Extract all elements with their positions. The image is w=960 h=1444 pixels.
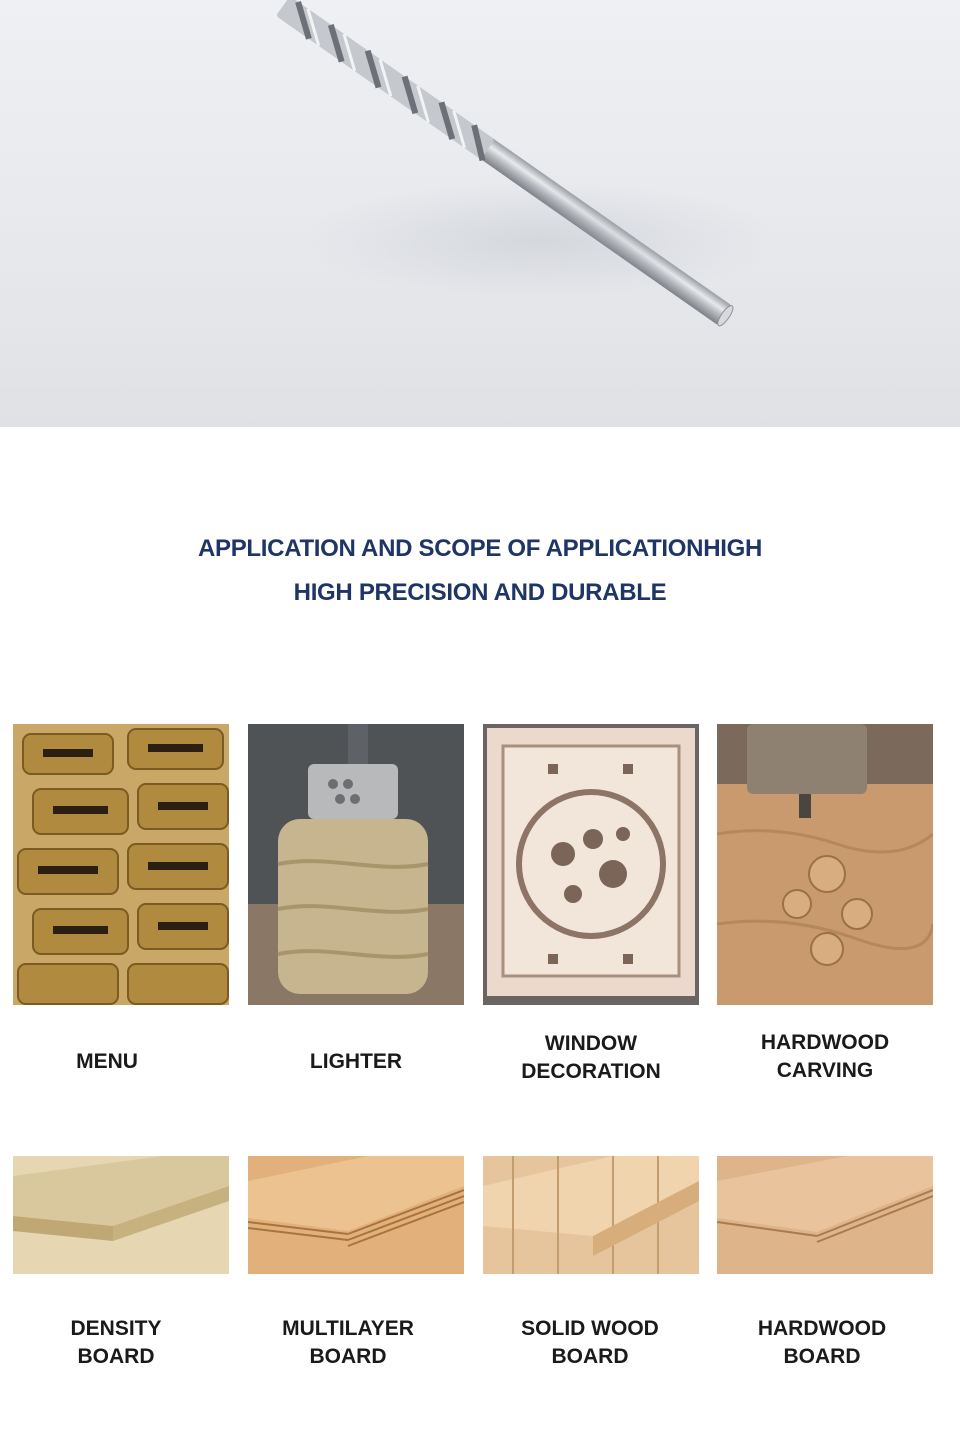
- window-decoration-caption: [476, 1030, 706, 1086]
- caption-line: DECORATION: [521, 1060, 661, 1083]
- caption-line: HARDWOOD: [757, 1317, 887, 1340]
- multilayer-board-caption: [233, 1315, 463, 1371]
- hardwood-carving-application-image: [717, 724, 933, 1005]
- caption-line: MULTILAYER: [282, 1317, 414, 1340]
- solid-wood-board-image: [483, 1156, 699, 1274]
- caption-line: MENU: [76, 1050, 138, 1073]
- caption-line: BOARD: [77, 1345, 155, 1368]
- lighter-caption: [241, 1048, 471, 1076]
- caption-line: LIGHTER: [309, 1050, 403, 1073]
- caption-line: BOARD: [309, 1345, 387, 1368]
- section-headline-line1: APPLICATION AND SCOPE OF APPLICATIONHIGH: [197, 535, 762, 562]
- multilayer-board-image: [248, 1156, 464, 1274]
- caption-line: HARDWOOD: [760, 1031, 890, 1054]
- hero-shadow: [300, 180, 780, 300]
- product-hero-image: [0, 0, 960, 427]
- menu-caption: [0, 1048, 222, 1076]
- solid-wood-board-caption: [475, 1315, 705, 1371]
- caption-line: BOARD: [551, 1345, 629, 1368]
- caption-line: WINDOW: [544, 1032, 638, 1055]
- lighter-application-image: [248, 724, 464, 1005]
- caption-line: BOARD: [783, 1345, 861, 1368]
- hardwood-board-caption: [707, 1315, 937, 1371]
- density-board-caption: [1, 1315, 231, 1371]
- hardwood-board-image: [717, 1156, 933, 1274]
- section-headline-line2: HIGH PRECISION AND DURABLE: [293, 579, 667, 606]
- hardwood-carving-caption: [710, 1029, 940, 1085]
- caption-line: DENSITY: [70, 1317, 162, 1340]
- menu-application-image: [13, 724, 229, 1005]
- caption-line: CARVING: [776, 1059, 874, 1082]
- caption-line: SOLID WOOD: [521, 1317, 659, 1340]
- window-decoration-application-image: [483, 724, 699, 1005]
- density-board-image: [13, 1156, 229, 1274]
